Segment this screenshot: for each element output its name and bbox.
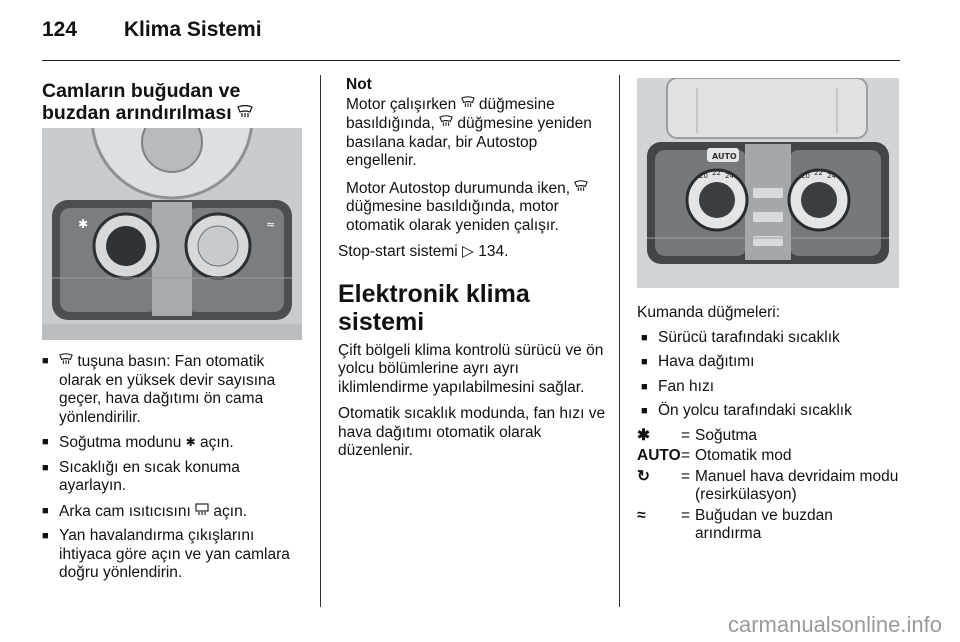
list-item: ■ Sıcaklığı en sıcak konuma ayarlayın. — [42, 459, 304, 496]
instruction-list — [42, 352, 304, 583]
svg-text:≈: ≈ — [266, 218, 276, 231]
page-ref-link[interactable]: 134. — [478, 243, 509, 260]
legend-value: Otomatik mod — [695, 447, 792, 464]
note-title: Not — [346, 76, 372, 93]
paragraph: Otomatik sıcaklık modunda, fan hızı ve hava dağıtımı otomatik olarak düzenlenir. — [338, 405, 606, 459]
svg-text:22: 22 — [712, 169, 721, 177]
left-bullets — [42, 352, 304, 589]
auto-label: AUTO — [712, 152, 737, 161]
svg-text:22: 22 — [814, 169, 823, 177]
climate-panel-photo — [637, 78, 899, 288]
list-item: ■ Ön yolcu tarafındaki sıcaklık — [641, 402, 899, 421]
defrost-icon — [237, 103, 253, 125]
list-item: ■ Soğutma modunu ✱ açın. — [42, 433, 304, 453]
defrost-icon — [59, 352, 73, 371]
column-divider-2 — [619, 75, 620, 607]
controls-list — [641, 329, 899, 421]
left-column — [42, 80, 307, 125]
legend-value: Soğutma — [695, 426, 758, 444]
defrost-icon — [574, 179, 588, 198]
svg-text:✱: ✱ — [78, 217, 89, 231]
note-paragraph: Motor çalışırken düğmesine basıldığında, düğmesine yeniden basılana kadar, bir Autostop engellenir. — [346, 95, 592, 169]
list-item: ■ Hava dağıtımı — [641, 353, 899, 372]
stop-start-reference: Stop-start sistemi ▷ 134. — [338, 243, 509, 260]
list-item: ■ Sürücü tarafındaki sıcaklık — [641, 329, 899, 348]
note-paragraph: Motor Autostop durumunda iken, düğmesine basıldığında, motor otomatik olarak yeniden çalışır. — [346, 179, 610, 236]
button-legend: ✱ = Soğutma AUTO = Otomatik mod ↻ = Manuel hava devridaim modu (resirkülasyon) ≈ = Buğudan ve buzdan arındırma — [637, 426, 899, 542]
svg-text:24: 24 — [725, 172, 734, 180]
defrost-panel-photo — [42, 128, 302, 340]
middle-column — [338, 76, 610, 469]
defrost-icon: ≈ — [637, 506, 646, 524]
list-item: ■ Arka cam ısıtıcısını açın. — [42, 502, 304, 522]
watermark: carmanualsonline.info — [727, 612, 942, 637]
rear-heater-icon — [195, 502, 209, 521]
chapter-title: Klima Sistemi — [123, 18, 262, 41]
column-divider-1 — [320, 75, 321, 607]
list-item: ■ Yan havalandırma çıkışlarını ihtiyaca göre açın ve yan camlara doğru yönlendirin. — [42, 527, 304, 583]
controls-intro: Kumanda düğmeleri: — [637, 304, 781, 321]
recirculation-icon: ↻ — [637, 467, 650, 485]
snowflake-icon: ✱ — [185, 435, 196, 449]
snowflake-icon: ✱ — [637, 426, 650, 444]
section-heading: Camların buğudan ve buzdan arındırılması — [42, 80, 307, 125]
svg-text:20: 20 — [801, 172, 810, 180]
list-item: ■ Fan hızı — [641, 378, 899, 397]
defrost-icon — [461, 95, 475, 114]
legend-value: Manuel hava devridaim modu (resirkülasyon) — [695, 467, 899, 503]
header-rule — [42, 60, 900, 61]
list-item: ■ tuşuna basın: Fan otomatik olarak en yüksek devir sayısına geçer, hava dağıtımı ön cama yönlendirilir. — [42, 352, 304, 427]
page-ref-arrow-icon: ▷ — [462, 243, 474, 260]
page-header — [42, 18, 262, 42]
auto-label: AUTO — [637, 447, 681, 464]
defrost-icon — [439, 114, 453, 133]
right-column-text — [637, 304, 899, 544]
svg-text:20: 20 — [699, 172, 708, 180]
page-number: 124 — [42, 18, 78, 41]
legend-value: Buğudan ve buzdan arındırma — [695, 506, 833, 542]
note-block — [338, 76, 610, 235]
section-title: Elektronik klima sistemi — [338, 279, 530, 336]
paragraph: Çift bölgeli klima kontrolü sürücü ve ön yolcu bölümlerine ayrı ayrı iklimlendirme yapılabilmesini sağlar. — [338, 341, 604, 396]
svg-text:24: 24 — [827, 172, 836, 180]
